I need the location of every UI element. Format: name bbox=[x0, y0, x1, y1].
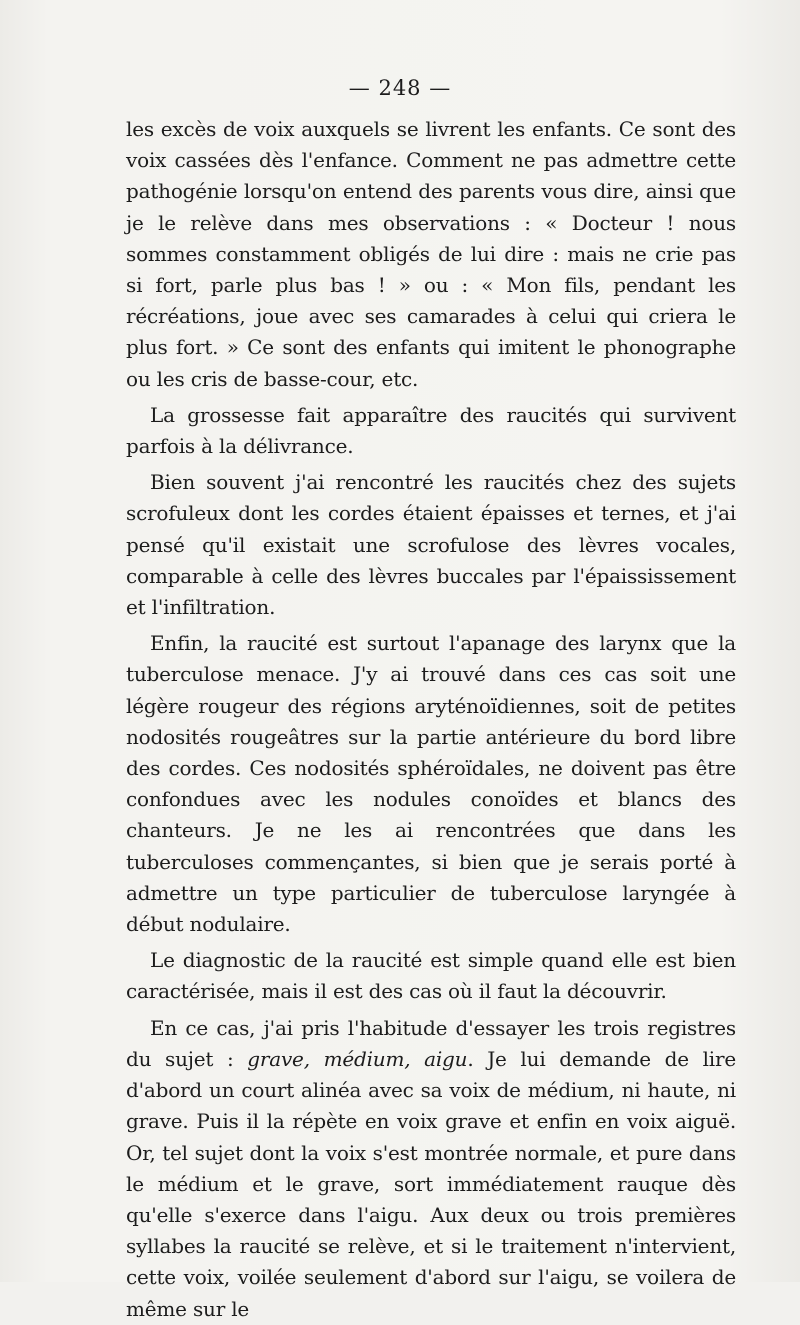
paragraph-children-voices: les excès de voix auxquels se livrent les enfants. Ce sont des voix cassées dès l'enfance. Comment ne pas admettre cette pathogénie lorsqu'on entend des parents vous dire, ainsi que je le relève dans mes observations : « Docteur ! nous sommes constamment obligés de lui dire : mais ne crie pas si fort, parle plus bas ! » ou : « Mon fils, pendant les récréations, joue avec ses camarades à celui qui criera le plus fort. » Ce sont des enfants qui imitent le phonographe ou les cris de basse-cour, etc. bbox=[126, 117, 736, 391]
registers-text-before: En ce cas, j'ai pris l'habitude d'essayer les trois registres du sujet : bbox=[126, 1015, 736, 1071]
body-text bbox=[126, 114, 736, 1325]
paragraph-pregnancy: La grossesse fait apparaître des raucités qui survivent parfois à la délivrance. bbox=[126, 402, 736, 459]
paragraph-scrofula: Bien souvent j'ai rencontré les raucités chez des sujets scrofuleux dont les cordes étaient épaisses et ternes, et j'ai pensé qu'il existait une scrofulose des lèvres vocales, comparable à celle des lèvres buccales par l'épaississement et l'infiltration. bbox=[126, 470, 736, 620]
paragraph-tuberculosis: Enfin, la raucité est surtout l'apanage des larynx que la tuberculose menace. J'y ai trouvé dans ces cas soit une légère rougeur des régions aryténoïdiennes, soit de petites nodosités rougeâtres sur la partie antérieure du bord libre des cordes. Ces nodosités sphéroïdales, ne doivent pas être confondues avec les nodules conoïdes et blancs des chanteurs. Je ne les ai rencontrées que dans les tuberculoses commençantes, si bien que je serais porté à admettre un type particulier de tuberculose laryngée à début nodulaire. bbox=[126, 631, 736, 937]
registers-text-after: . Je lui demande de lire d'abord un court alinéa avec sa voix de médium, ni haute, ni grave. Puis il la répète en voix grave et enfin en voix aiguë. Or, tel sujet dont la voix s'est montrée normale, et pure dans le médium et le grave, sort immédiatement rauque dès qu'elle s'exerce dans l'aigu. Aux deux ou trois premières syllabes la raucité se relève, et si le traitement n'intervient, cette voix, voilée seulement d'abord sur l'aigu, se voilera de même sur le bbox=[126, 1046, 737, 1321]
registers-list: grave, médium, aigu bbox=[247, 1046, 468, 1071]
page-number: — 248 — bbox=[348, 76, 452, 100]
paragraph-diagnosis: Le diagnostic de la raucité est simple quand elle est bien caractérisée, mais il est des cas où il faut la découvrir. bbox=[126, 948, 736, 1004]
paragraph-registers bbox=[126, 1013, 736, 1325]
